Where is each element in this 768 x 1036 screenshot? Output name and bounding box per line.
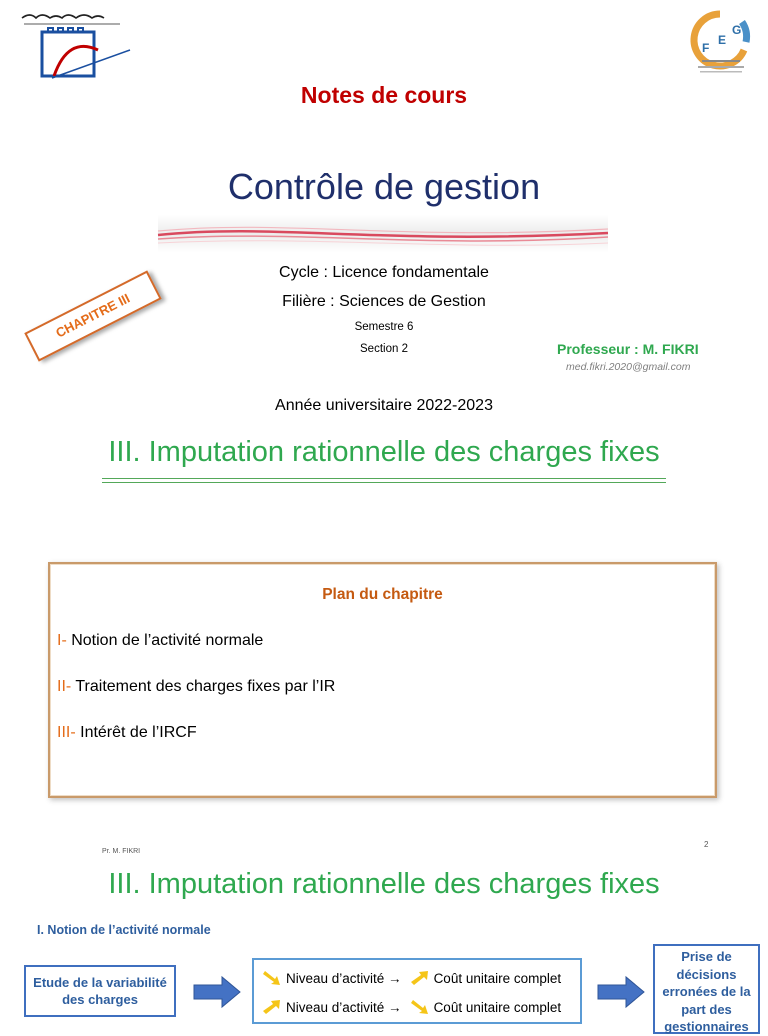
arrow-up-right-icon — [410, 970, 430, 986]
filiere-label: Filière : Sciences de Gestion — [282, 293, 486, 310]
plan-item-number: I- — [57, 632, 67, 649]
section-label: Section 2 — [360, 343, 408, 355]
plan-item — [57, 724, 197, 742]
plan-item-number: II- — [57, 678, 72, 695]
plan-item-text: Traitement des charges fixes par l’IR — [71, 678, 336, 695]
notes-title: Notes de cours — [300, 82, 468, 108]
activity-row — [262, 970, 561, 986]
right-arrow-icon — [598, 977, 644, 1007]
plan-title: Plan du chapitre — [322, 586, 443, 603]
plan-box — [48, 562, 717, 798]
heading-underline — [102, 478, 666, 483]
svg-text:G: G — [732, 23, 742, 37]
main-title: Contrôle de gestion — [227, 166, 541, 207]
arrow-down-right-icon — [262, 970, 282, 986]
plan-item-text: Intérêt de l’IRCF — [75, 724, 197, 741]
cost-label: Coût unitaire complet — [433, 1000, 562, 1015]
plan-item-number: III- — [57, 724, 76, 741]
sub-heading: I. Notion de l’activité normale — [37, 923, 211, 937]
university-logo — [14, 8, 132, 88]
section-heading: III. Imputation rationnelle des charges fixes — [108, 868, 660, 900]
svg-text:F: F — [702, 41, 710, 55]
professor-email: med.fikri.2020@gmail.com — [566, 361, 691, 373]
arrow-up-right-icon — [262, 999, 282, 1015]
semestre-label: Semestre 6 — [354, 321, 414, 333]
decorative-band — [158, 215, 608, 253]
arrow-down-right-icon — [410, 999, 430, 1015]
footer-author: Pr. M. FIKRI — [102, 848, 141, 855]
svg-text:E: E — [718, 33, 727, 47]
variability-box: Etude de la variabilité des charges — [24, 965, 176, 1017]
professor-name: Professeur : M. FIKRI — [557, 341, 699, 357]
activity-row — [262, 999, 561, 1015]
activity-label: Niveau d’activité → — [286, 1000, 402, 1015]
chapter-badge: CHAPITRE III — [24, 270, 161, 361]
plan-item-text: Notion de l’activité normale — [66, 632, 264, 649]
decisions-box: Prise de décisions erronées de la part des gestionnaires — [653, 944, 760, 1034]
activity-label: Niveau d’activité → — [286, 971, 402, 986]
plan-item — [57, 632, 263, 650]
faculty-logo — [680, 8, 760, 78]
cost-label: Coût unitaire complet — [433, 971, 562, 986]
right-arrow-icon — [194, 977, 240, 1007]
section-heading: III. Imputation rationnelle des charges fixes — [108, 436, 660, 468]
academic-year: Année universitaire 2022-2023 — [275, 397, 493, 414]
activity-box — [252, 958, 582, 1024]
page-number: 2 — [704, 840, 709, 849]
plan-item — [57, 678, 335, 696]
cycle-label: Cycle : Licence fondamentale — [279, 264, 489, 281]
